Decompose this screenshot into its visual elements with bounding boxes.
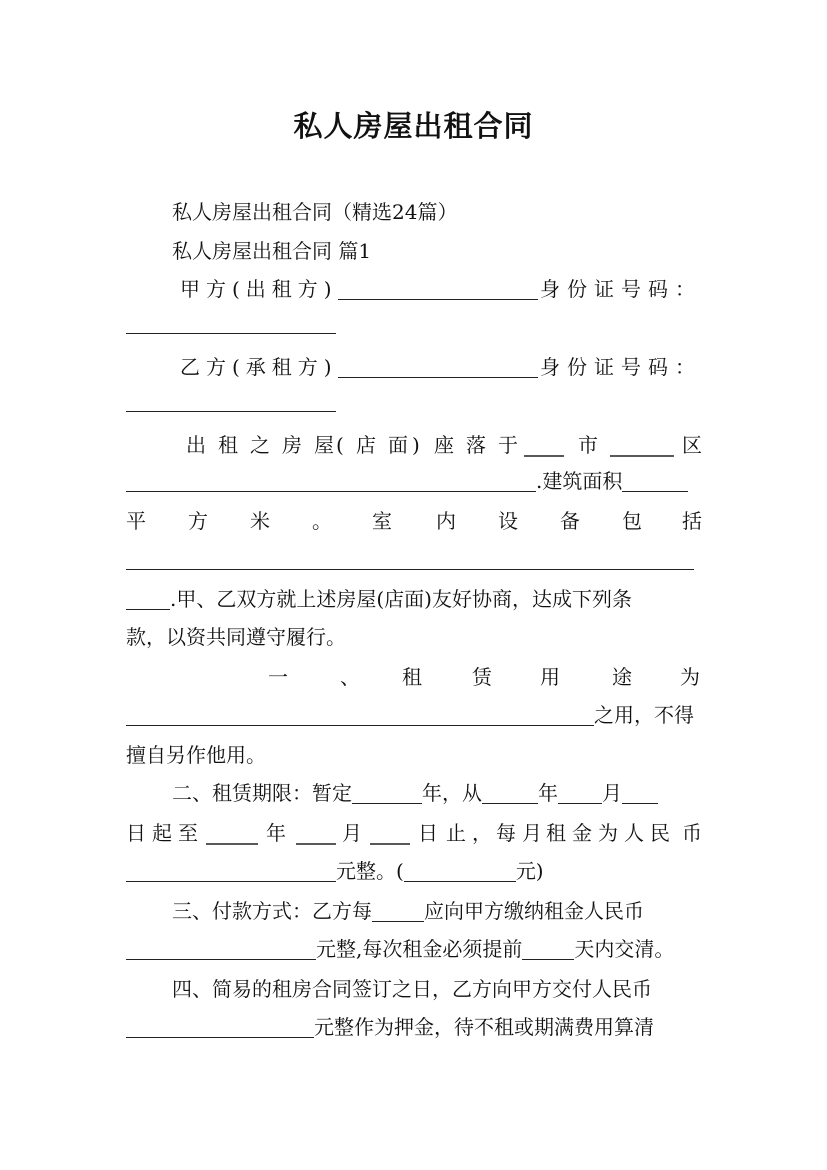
location_line_1-char: 市 (578, 433, 598, 457)
clause1_line-char: 途 (612, 665, 632, 689)
clause3-line (172, 896, 702, 926)
rent-blank (126, 859, 336, 882)
clause2-end: 元整。( (336, 859, 404, 883)
clause2_line2-char: 为 (598, 821, 618, 845)
equipment_line-char: 平 (126, 509, 146, 533)
clause2-end-2: 元) (515, 859, 544, 883)
from-year-blank (482, 781, 538, 804)
clause4-line: 四、简易的租房合同签订之日，乙方向甲方交付人民币 (172, 977, 652, 1001)
party-b-id-blank (126, 389, 336, 412)
document-title: 私人房屋出租合同 (293, 109, 534, 143)
year-label: 年 (422, 781, 442, 805)
clause2-line-3 (126, 856, 702, 886)
party-b-blank (338, 355, 538, 378)
clause2_line2-char: 币 (682, 821, 702, 845)
clause2_line2-char: 月 (522, 821, 542, 845)
clause1-line-2 (126, 700, 702, 730)
location_line_1-char: 区 (682, 433, 702, 457)
clause1_line-char: 用 (540, 665, 560, 689)
clause2_line2-char: 日 (418, 821, 438, 845)
clause2-line (172, 778, 702, 808)
area-blank (622, 469, 688, 492)
clause2_line2-char: 至 (178, 821, 198, 845)
party-b-id-line (126, 386, 702, 416)
equipment_line-char: 方 (188, 509, 208, 533)
area-label: .建筑面积 (536, 469, 623, 493)
equipment_line-char: 括 (682, 509, 702, 533)
clause2_line2-char: ， (472, 821, 492, 845)
year-label-2: 年 (538, 781, 558, 805)
party-a-label: 甲方(出租方) (180, 277, 338, 301)
location_line_1-char: 座 (434, 433, 454, 457)
equipment_line-char: 室 (372, 509, 392, 533)
clause1_line-char: 租 (402, 665, 422, 689)
equipment-blank-line (126, 544, 702, 574)
clause1_line-char: 、 (340, 665, 360, 689)
location_line_1-char: 租 (218, 433, 238, 457)
clause4-line2: 元整作为押金，待不租或期满费用算清 (314, 1015, 654, 1039)
location_line_1-char: 于 (498, 433, 518, 457)
equipment_line-char: 。 (312, 509, 332, 533)
from-label: ，从 (442, 781, 482, 805)
from-day-blank (622, 781, 658, 804)
location_line_1-char: ) (412, 433, 420, 457)
clause1-svg (268, 662, 700, 692)
id-label: 身份证号码： (540, 277, 702, 301)
equipment_line-char: 备 (560, 509, 580, 533)
clause3-line2-end: 天内交清。 (574, 937, 675, 961)
clause2_line2-char: 租 (546, 821, 566, 845)
agreement-line-2: 款，以资共同遵守履行。 (126, 625, 346, 649)
clause2_line2-char: 起 (152, 821, 172, 845)
subtitle: 私人房屋出租合同（精选24篇） (172, 200, 458, 224)
equipment-line-svg (126, 506, 702, 536)
clause2_line2-char: 月 (342, 821, 362, 845)
deposit-blank (126, 1015, 314, 1038)
party-b-line (180, 352, 702, 382)
location_line_1-char: 面 (388, 433, 408, 457)
agreement-text: .甲、乙双方就上述房屋(店面)友好协商，达成下列条 (170, 587, 632, 611)
equipment_line-char: 包 (622, 509, 642, 533)
clause1_line-char: 赁 (472, 665, 492, 689)
from-month-blank (558, 781, 602, 804)
clause2_line2-char: 每 (496, 821, 516, 845)
clause1-tail: 之用，不得 (594, 703, 694, 727)
rent-figure-blank (404, 859, 516, 882)
pay-amount-blank (126, 937, 316, 960)
clause1-end: 擅自另作他用。 (126, 743, 266, 767)
clause1_line-char: 为 (680, 665, 700, 689)
section-heading: 私人房屋出租合同 篇1 (172, 239, 372, 263)
clause3-start: 三、付款方式：乙方每 (172, 899, 372, 923)
equipment_line-char: 内 (436, 509, 456, 533)
location_line_1-char: ( (336, 433, 344, 457)
party-a-id-line (126, 308, 702, 338)
clause3-mid: 应向甲方缴纳租金人民币 (424, 899, 644, 923)
equipment_line-char: 米 (250, 509, 270, 533)
month-label: 月 (602, 781, 622, 805)
clause3-line2: 元整,每次租金必须提前 (316, 937, 523, 961)
party-a-blank (338, 277, 538, 300)
pay-period-blank (372, 899, 424, 922)
clause2_line2-char: 民 (650, 821, 670, 845)
clause4-line-2 (126, 1012, 702, 1042)
clause2_line2-char: 人 (624, 821, 644, 845)
clause2-svg (126, 818, 702, 848)
party-a-id-blank (126, 311, 336, 334)
location_line_1-char: 房 (282, 433, 302, 457)
party-b-label: 乙方(承租方) (180, 355, 338, 379)
clause2_line2-char: 日 (126, 821, 146, 845)
clause1_line-char: 一 (268, 665, 288, 689)
location-line-2 (126, 466, 702, 496)
days-blank (522, 937, 574, 960)
clause2_line2-char: 止 (446, 821, 466, 845)
clause2-start: 二、租赁期限：暂定 (172, 781, 352, 805)
equipment-blank (126, 547, 694, 570)
years-blank (352, 781, 422, 804)
party-a-line (180, 274, 702, 304)
location_line_1-char: 出 (186, 433, 206, 457)
equipment_line-char: 设 (498, 509, 518, 533)
location_line_1-char: 屋 (314, 433, 334, 457)
agreement-line (126, 584, 702, 614)
purpose-blank (126, 703, 594, 726)
clause2_line2-char: 年 (266, 821, 286, 845)
location-line-svg (186, 430, 702, 460)
clause3-line-2 (126, 934, 702, 964)
clause2_line2-char: 金 (572, 821, 592, 845)
location_line_1-char: 之 (250, 433, 270, 457)
agreement-blank (126, 587, 170, 610)
location_line_1-char: 店 (356, 433, 376, 457)
address-blank (126, 469, 536, 492)
location_line_1-char: 落 (466, 433, 486, 457)
id-label-b: 身份证号码： (540, 355, 702, 379)
